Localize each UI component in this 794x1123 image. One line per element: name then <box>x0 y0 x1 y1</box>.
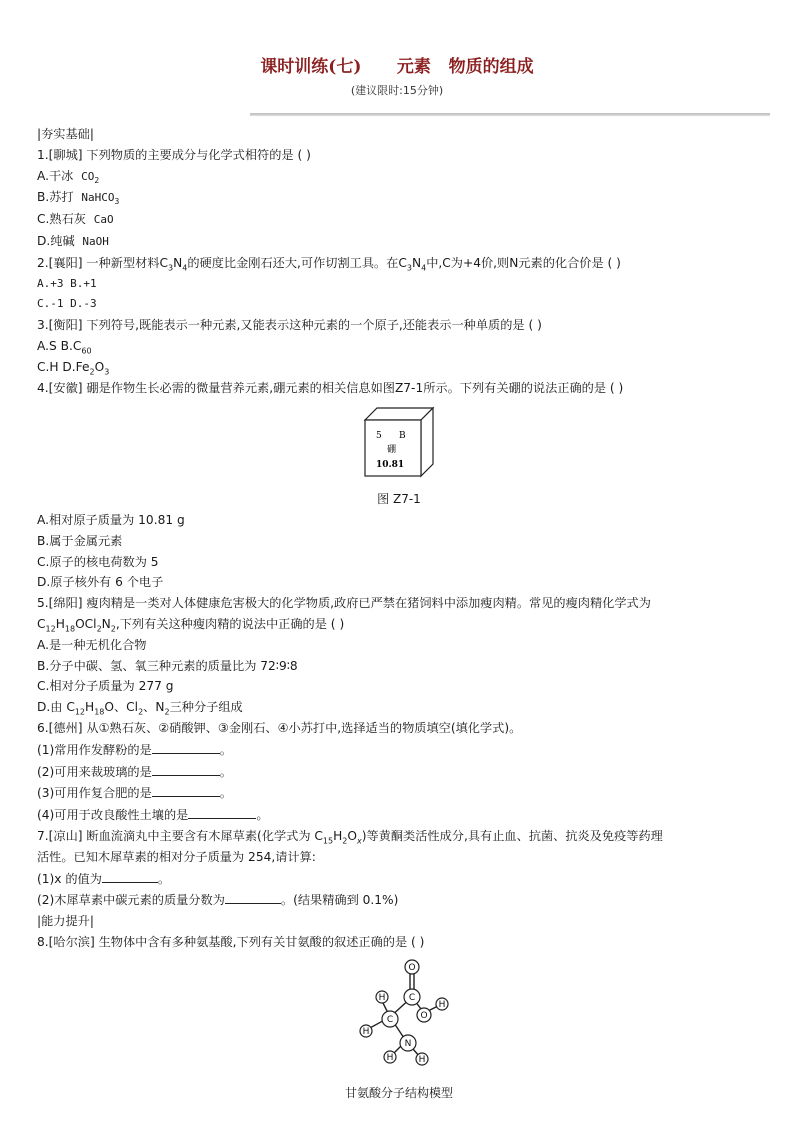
question-8-stem: 8.[哈尔滨] 生物体中含有多种氨基酸,下列有关甘氨酸的叙述正确的是 ( ) <box>37 934 425 949</box>
question-6-part-4: (4)可用于改良酸性土壤的是 。 <box>37 804 761 826</box>
answer-blank[interactable] <box>102 868 158 883</box>
option-text: B.苏打 <box>37 190 74 205</box>
atom-label: H <box>362 1026 370 1037</box>
question-4-option-a[interactable]: A.相对原子质量为 10.81 g <box>37 512 185 527</box>
question-6-part-2: (2)可用来裁玻璃的是 。 <box>37 761 761 783</box>
section-basic: |夯实基础| <box>37 127 94 141</box>
question-6-part-3: (3)可用作复合肥的是 。 <box>37 782 761 804</box>
question-5-stem-line2: $C_{12}H_{18}OCl_2N_2$,下列有关这种瘦肉精的说法中正确的是 ( ) <box>37 616 345 634</box>
figure-caption-glycine: 甘氨酸分子结构模型 <box>344 1086 453 1101</box>
question-2-options-ab[interactable]: A.+3 B.+1 <box>37 276 97 290</box>
answer-blank[interactable] <box>225 889 281 904</box>
atom-label: H <box>386 1052 394 1063</box>
question-5-option-d[interactable]: D.由 $C_{12}H_{18}O$、$Cl_2$、$N_2$三种分子组成 <box>37 700 243 717</box>
element-name: 硼 <box>387 445 397 456</box>
question-3-options-cd[interactable]: C.H $D.Fe_2O_3$ <box>37 359 110 377</box>
answer-blank[interactable] <box>188 804 256 819</box>
question-5-option-a[interactable]: A.是一种无机化合物 <box>37 637 147 652</box>
question-6-part-1: (1)常用作发酵粉的是 。 <box>37 739 761 761</box>
figure-boron-cube <box>37 402 761 485</box>
atom-label: H <box>438 999 446 1010</box>
atom-label: H <box>378 992 386 1003</box>
question-3-options-ab[interactable]: A.S $B.C_{60}$ <box>37 338 92 356</box>
page-subtitle: (建议限时:15分钟) <box>350 84 444 97</box>
atomic-mass: 10.81 <box>376 460 405 471</box>
question-5-stem-line1: 5.[绵阳] 瘦肉精是一类对人体健康危害极大的化学物质,政府已严禁在猪饲料中添加瘦肉精。常见的瘦肉精化学式为 <box>37 596 651 611</box>
question-1-option-a[interactable] <box>37 166 761 188</box>
element-symbol: B <box>399 431 406 442</box>
atom-label: N <box>404 1038 412 1049</box>
question-5-option-b[interactable]: B.分子中碳、氢、氧三种元素的质量比为 72∶9∶8 <box>37 658 298 673</box>
atom-label: O <box>420 1010 428 1021</box>
question-7-stem-line1: 7.[凉山] 断血流滴丸中主要含有木犀草素(化学式为 $C_{15}H_2O_x$)等黄酮类活性成分,具有止血、抗菌、抗炎及免疫等药理 <box>37 828 663 846</box>
formula: CaO <box>93 213 114 227</box>
question-1-option-b[interactable] <box>37 187 761 209</box>
answer-blank[interactable] <box>152 782 220 797</box>
question-4-option-d[interactable]: D.原子核外有 6 个电子 <box>37 575 164 590</box>
question-3-stem: 3.[衡阳] 下列符号,既能表示一种元素,又能表示这种元素的一个原子,还能表示一种单质的是 ( ) <box>37 318 542 333</box>
formula: NaHCO$_3$ <box>81 191 120 207</box>
section-advanced: |能力提升| <box>37 914 94 929</box>
option-text: C.熟石灰 <box>37 212 86 227</box>
atom-label: C <box>386 1014 394 1025</box>
answer-blank[interactable] <box>152 739 220 754</box>
question-6-stem: 6.[德州] 从①熟石灰、②硝酸钾、③金刚石、④小苏打中,选择适当的物质填空(填化学式)。 <box>37 720 522 735</box>
question-2-options-cd[interactable]: C.-1 D.-3 <box>37 297 97 311</box>
question-4-stem: 4.[安徽] 硼是作物生长必需的微量营养元素,硼元素的相关信息如图Z7-1所示。下列有关硼的说法正确的是 ( ) <box>37 380 624 395</box>
question-1-option-d[interactable] <box>37 231 761 253</box>
question-5-option-c[interactable]: C.相对分子质量为 277 g <box>37 679 174 694</box>
figure-caption-z7-1: 图 Z7-1 <box>377 492 421 507</box>
atom-label: O <box>408 962 416 973</box>
figure-glycine-model <box>37 957 761 1080</box>
question-7-part-1: (1)x 的值为 。 <box>37 868 761 890</box>
question-7-part-2: (2)木犀草素中碳元素的质量分数为 。(结果精确到 0.1%) <box>37 889 761 911</box>
question-1-stem: 1.[聊城] 下列物质的主要成分与化学式相符的是 ( ) <box>37 147 311 162</box>
formula: NaOH <box>82 234 109 248</box>
question-4-option-c[interactable]: C.原子的核电荷数为 5 <box>37 554 159 569</box>
question-4-option-b[interactable]: B.属于金属元素 <box>37 533 123 548</box>
question-2-stem: 2.[襄阳] 一种新型材料$C_3N_4$的硬度比金刚石还大,可作切割工具。在$C_3N_4$中,C为+4价,则N元素的化合价是 ( ) <box>37 255 621 273</box>
atomic-number: 5 <box>376 431 382 442</box>
option-text: D.纯碱 <box>37 233 75 248</box>
title-divider <box>250 113 770 116</box>
atom-label: C <box>408 992 416 1003</box>
formula: $CO_2$ <box>81 169 100 185</box>
page-title: 课时训练(七) 元素 物质的组成 <box>260 57 534 77</box>
question-1-option-c[interactable] <box>37 209 761 231</box>
question-7-stem-line2: 活性。已知木犀草素的相对分子质量为 254,请计算: <box>37 849 316 864</box>
atom-label: H <box>418 1054 426 1065</box>
option-text: A.干冰 <box>37 168 74 183</box>
exercise-content <box>37 124 761 1104</box>
answer-blank[interactable] <box>152 761 220 776</box>
